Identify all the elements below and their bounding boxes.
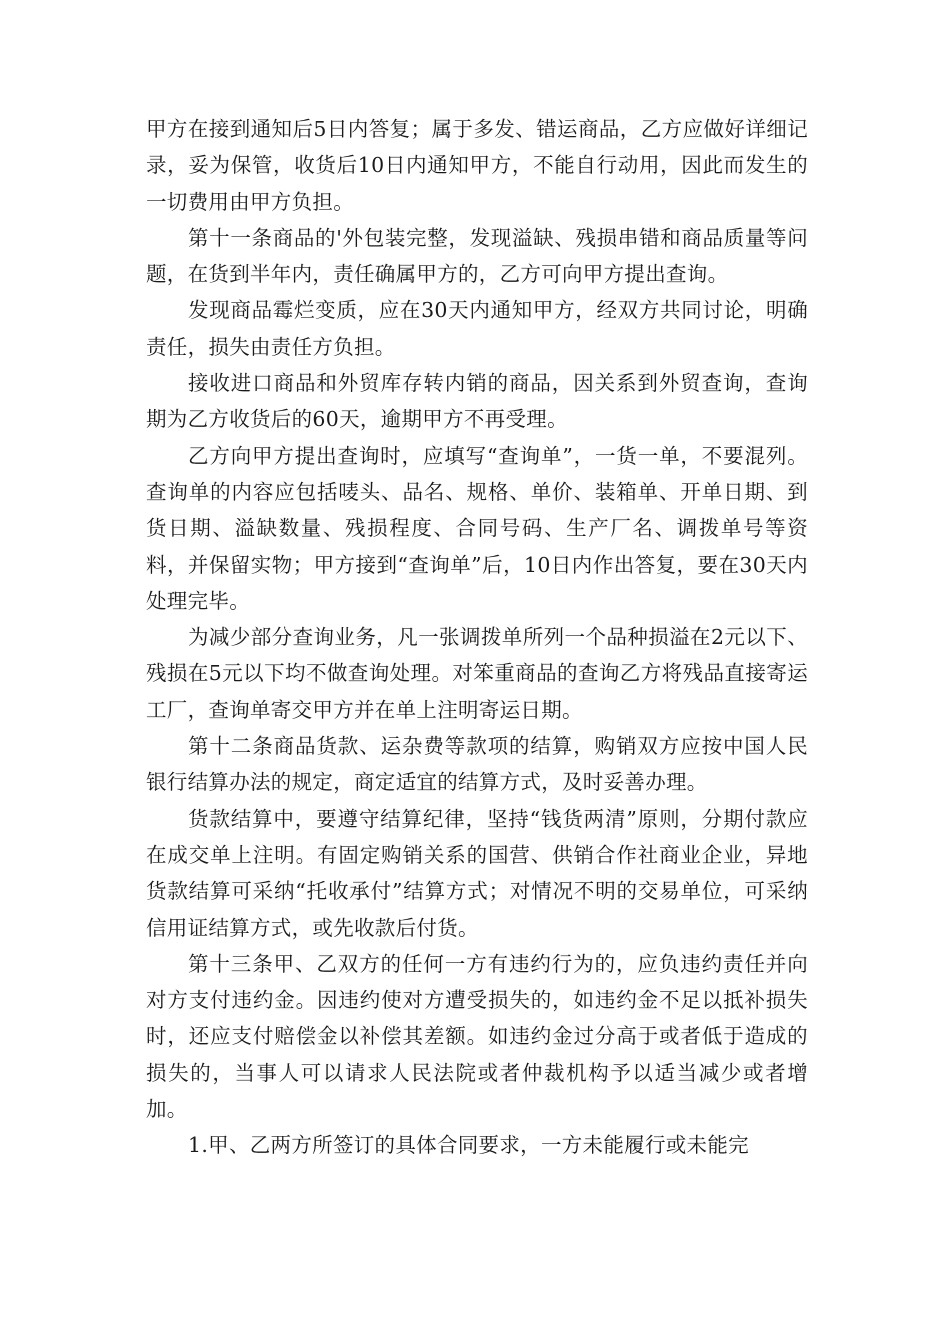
paragraph-6: 为减少部分查询业务，凡一张调拨单所列一个品种损溢在2元以下、残损在5元以下均不做查询处理。对笨重商品的查询乙方将残品直接寄运工厂，查询单寄交甲方并在单上注明寄运日期。 <box>146 625 808 722</box>
document-body <box>146 111 808 1164</box>
paragraph-1: 甲方在接到通知后5日内答复；属于多发、错运商品，乙方应做好详细记录，妥为保管，收货后10日内通知甲方，不能自行动用，因此而发生的一切费用由甲方负担。 <box>146 117 808 214</box>
paragraph-2: 第十一条商品的'外包装完整，发现溢缺、残损串错和商品质量等问题，在货到半年内，责任确属甲方的，乙方可向甲方提出查询。 <box>146 225 808 287</box>
paragraph-7: 第十二条商品货款、运杂费等款项的结算，购销双方应按中国人民银行结算办法的规定，商定适宜的结算方式，及时妥善办理。 <box>146 734 808 795</box>
paragraph-8: 货款结算中，要遵守结算纪律，坚持“钱货两清”原则，分期付款应在成交单上注明。有固定购销关系的国营、供销合作社商业企业，异地货款结算可采纳“托收承付”结算方式；对情况不明的交易单位，可采纳信用证结算方式，或先收款后付货。 <box>146 806 808 940</box>
paragraph-10: 1.甲、乙两方所签订的具体合同要求，一方未能履行或未能完 <box>188 1133 749 1158</box>
paragraph-3: 发现商品霉烂变质，应在30天内通知甲方，经双方共同讨论，明确责任，损失由责任方负担。 <box>146 298 808 359</box>
paragraph-9: 第十三条甲、乙双方的任何一方有违约行为的，应负违约责任并向对方支付违约金。因违约使对方遭受损失的，如违约金不足以抵补损失时，还应支付赔偿金以补偿其差额。如违约金过分高于或者低于造成的损失的，当事人可以请求人民法院或者仲裁机构予以适当减少或者增加。 <box>146 951 808 1122</box>
paragraph-5: 乙方向甲方提出查询时，应填写“查询单”，一货一单，不要混列。查询单的内容应包括唛头、品名、规格、单价、装箱单、开单日期、到货日期、溢缺数量、残损程度、合同号码、生产厂名、调拨单号等资料，并保留实物；甲方接到“查询单”后，10日内作出答复，要在30天内处理完毕。 <box>146 443 808 613</box>
paragraph-4: 接收进口商品和外贸库存转内销的商品，因关系到外贸查询，查询期为乙方收货后的60天，逾期甲方不再受理。 <box>146 371 808 432</box>
